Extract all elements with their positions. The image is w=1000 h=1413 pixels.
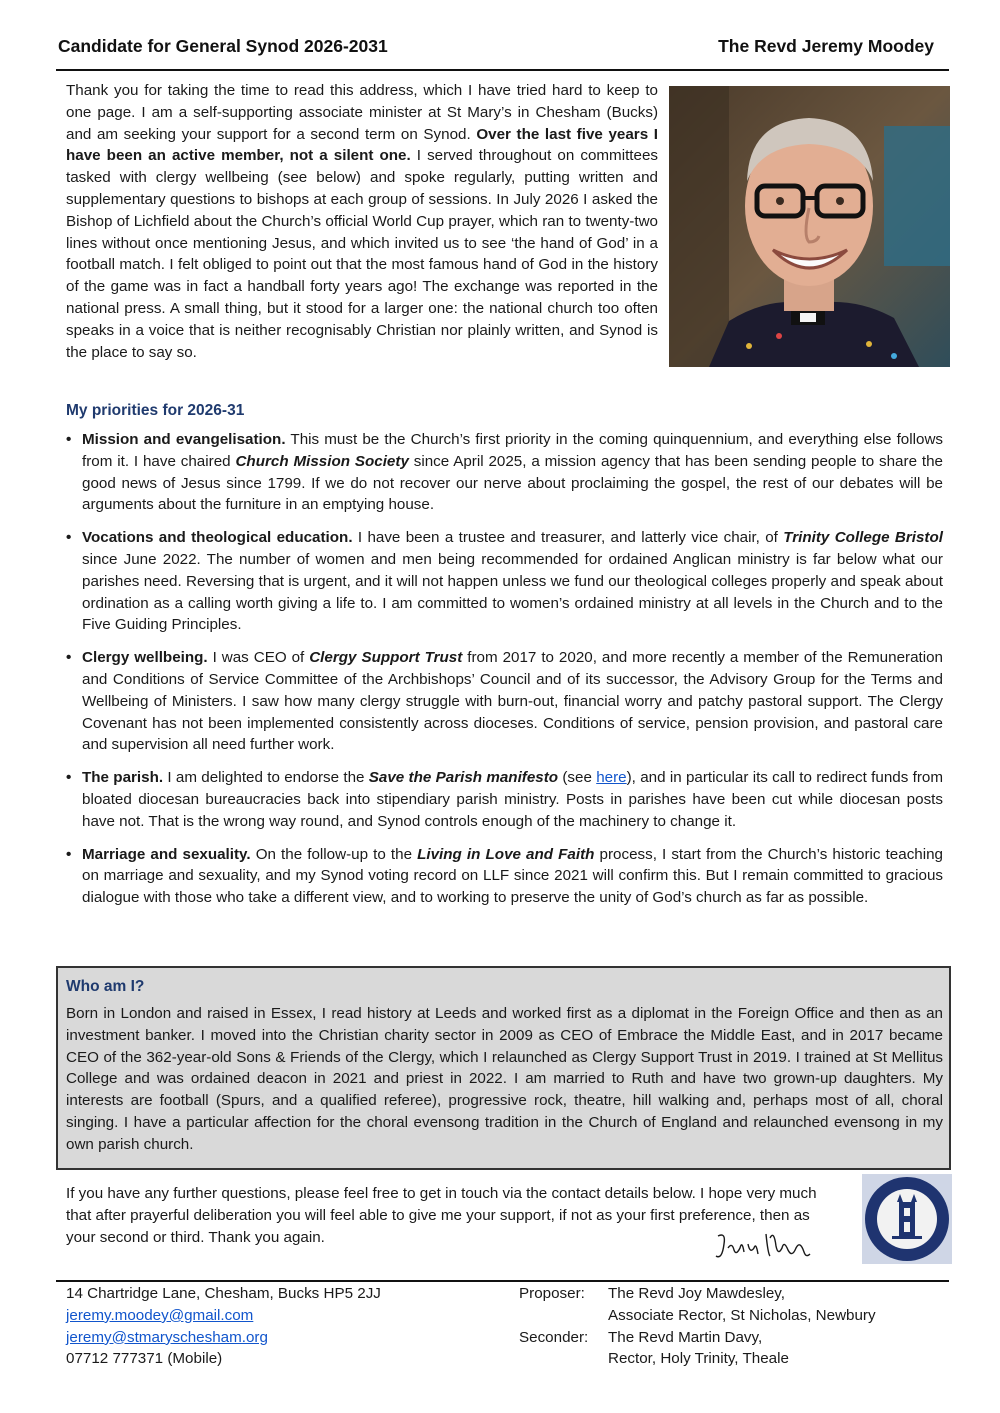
- proposer-row: [519, 1283, 876, 1305]
- email-link-gmail[interactable]: jeremy.moodey@gmail.com: [66, 1306, 254, 1324]
- proposer-role-row: [519, 1305, 876, 1327]
- seconder-label: Seconder:: [519, 1328, 589, 1346]
- priority-text: I have been a trustee and treasurer, and latterly vice chair, of: [352, 529, 784, 547]
- priority-text: This must be the Church’s first priority in the coming quinquennium, and everything else follows from it. I have chaired: [82, 431, 943, 470]
- email-link-parish[interactable]: jeremy@stmaryschesham.org: [66, 1328, 268, 1346]
- who-am-i-heading: Who am I?: [66, 978, 145, 995]
- proposer-role: Associate Rector, St Nicholas, Newbury: [608, 1306, 876, 1324]
- signature: [712, 1226, 812, 1266]
- priority-title: Mission and evangelisation.: [82, 431, 286, 448]
- priority-item-marriage: [66, 844, 943, 909]
- priority-item-mission: [66, 429, 943, 516]
- priority-text: ), and in particular its call to redirect funds from bloated diocesan bureaucracies back into stipendiary parish ministry. Posts in parishes have been cut while diocesan posts have not. That is the wrong way round, and Synod controls enough of the machinery to change it.: [82, 769, 943, 830]
- manifesto-link[interactable]: here: [596, 769, 627, 787]
- header-divider: [56, 69, 949, 71]
- contact-details: [66, 1283, 381, 1370]
- priority-item-clergy-wellbeing: [66, 647, 943, 756]
- priority-text: I was CEO of: [207, 649, 310, 667]
- postal-address: 14 Chartridge Lane, Chesham, Bucks HP5 2JJ: [66, 1285, 381, 1302]
- priority-text: (see: [558, 769, 597, 787]
- priority-org: Clergy Support Trust: [309, 649, 463, 667]
- intro-text-2: I served throughout on committees tasked with clergy wellbeing (see below) and spoke regularly, putting written and supplementary questions to bishops at each group of sessions. In July 2026 I asked the Bishop of Lichfield about the Church’s official World Cup prayer, which ran to twenty-two lines without once mentioning Jesus, and which invited us to see ‘the hand of God’ in a football match. I felt obliged to point out that the most famous hand of God in the history of the game was in fact a handball forty years ago! The exchange was reported in the national press. A small thing, but it stood for a larger one: the national church too often speaks in a voice that is neither recognisably Christian nor plainly written, and Synod is the place to say so.: [66, 147, 658, 361]
- nominators: [519, 1283, 876, 1370]
- proposer-name: The Revd Joy Mawdesley,: [608, 1285, 785, 1302]
- priority-title: Vocations and theological education.: [82, 529, 353, 547]
- header-title: Candidate for General Synod 2026-2031: [58, 36, 388, 56]
- intro-text-1: Thank you for taking the time to read this address, which I have tried hard to keep to one page. I am a self-supporting associate minister at St Mary’s in Chesham (Bucks) and am seeking your support for a second term on Synod.: [66, 82, 658, 143]
- priorities-heading: My priorities for 2026-31: [66, 402, 245, 419]
- proposer-label: Proposer:: [519, 1285, 585, 1302]
- seconder-name: The Revd Martin Davy,: [608, 1328, 763, 1346]
- closing-paragraph: If you have any further questions, please feel free to get in touch via the contact details below. I hope very much that after prayerful deliberation you will feel able to give me your support, if not as your first preference, then as your second or third. Thank you again.: [66, 1185, 817, 1246]
- priority-text: I am delighted to endorse the: [163, 769, 369, 787]
- priorities-list: [66, 429, 943, 920]
- candidate-name: The Revd Jeremy Moodey: [718, 36, 934, 56]
- priority-item-parish: [66, 767, 943, 832]
- who-am-i-text: Born in London and raised in Essex, I read history at Leeds and worked first as a diplomat in the Foreign Office and then as an investment banker. I moved into the Christian charity sector in 2009 as CEO of Embrace the Middle East, and in 2017 became CEO of the 362-year-old Sons & Friends of the Clergy, which I relaunched as Clergy Support Trust in 2019. I trained at St Mellitus College and was ordained deacon in 2021 and priest in 2022. I am married to Ruth and have two grown-up daughters. My interests are football (Spurs, and a qualified referee), progressive rock, theatre, hill walking and, perhaps most of all, choral singing. I have a particular affection for the choral evensong tradition in the Church of England and relaunched evensong in my own parish church.: [66, 1005, 943, 1153]
- priority-org: Trinity College Bristol: [783, 529, 943, 547]
- priority-text: process, I start from the Church’s historic teaching on marriage and sexuality, and my Synod voting record on LLF since 2021 will confirm this. But I remain committed to gracious dialogue with those who take a different view, and to working to preserve the unity of God’s church as far as possible.: [82, 845, 944, 907]
- save-the-parish-logo: [862, 1174, 952, 1264]
- seconder-role-row: [519, 1348, 876, 1370]
- intro-paragraph: [66, 80, 658, 363]
- priority-title: The parish.: [82, 769, 164, 787]
- priority-text: On the follow-up to the: [250, 845, 418, 863]
- priority-title: Marriage and sexuality.: [82, 845, 251, 863]
- phone-number: 07712 777371 (Mobile): [66, 1350, 223, 1368]
- priority-item-vocations: [66, 527, 943, 636]
- priority-org: Church Mission Society: [235, 452, 409, 470]
- priority-text: since April 2025, a mission agency that has been sending people to share the good news of Jesus since 1799. If we do not recover our nerve about proclaiming the gospel, the rest of our debates will be arguments about the furniture in an emptying house.: [82, 452, 943, 514]
- priority-org: Save the Parish manifesto: [368, 769, 559, 787]
- priority-title: Clergy wellbeing.: [82, 649, 208, 667]
- candidate-photo: [669, 86, 950, 367]
- seconder-row: [519, 1327, 876, 1349]
- seconder-role: Rector, Holy Trinity, Theale: [608, 1350, 789, 1368]
- priority-text: from 2017 to 2020, and more recently a member of the Remuneration and Conditions of Service Committee of the Archbishops’ Council and of its successor, the Advisory Group for the Terms and Wellbeing of Ministers. I saw how many clergy struggle with burn-out, financial worry and patchy pastoral support. The Clergy Covenant has not been implemented consistently across dioceses. Conditions of service, pension provision, and pastoral care and supervision all need further work.: [82, 649, 944, 754]
- footer-divider: [56, 1280, 949, 1282]
- priority-org: Living in Love and Faith: [417, 845, 595, 863]
- priority-text: since June 2022. The number of women and men being recommended for ordained Anglican ministry is far below what our parishes need. Reversing that is urgent, and it will not happen unless we fund our theological colleges properly and speak about ordination as a calling worth giving a life to. I am committed to women’s ordained ministry at all levels in the Church and to the Five Guiding Principles.: [82, 550, 943, 634]
- intro-bold-statement: Over the last five years I have been an active member, not a silent one.: [66, 125, 658, 165]
